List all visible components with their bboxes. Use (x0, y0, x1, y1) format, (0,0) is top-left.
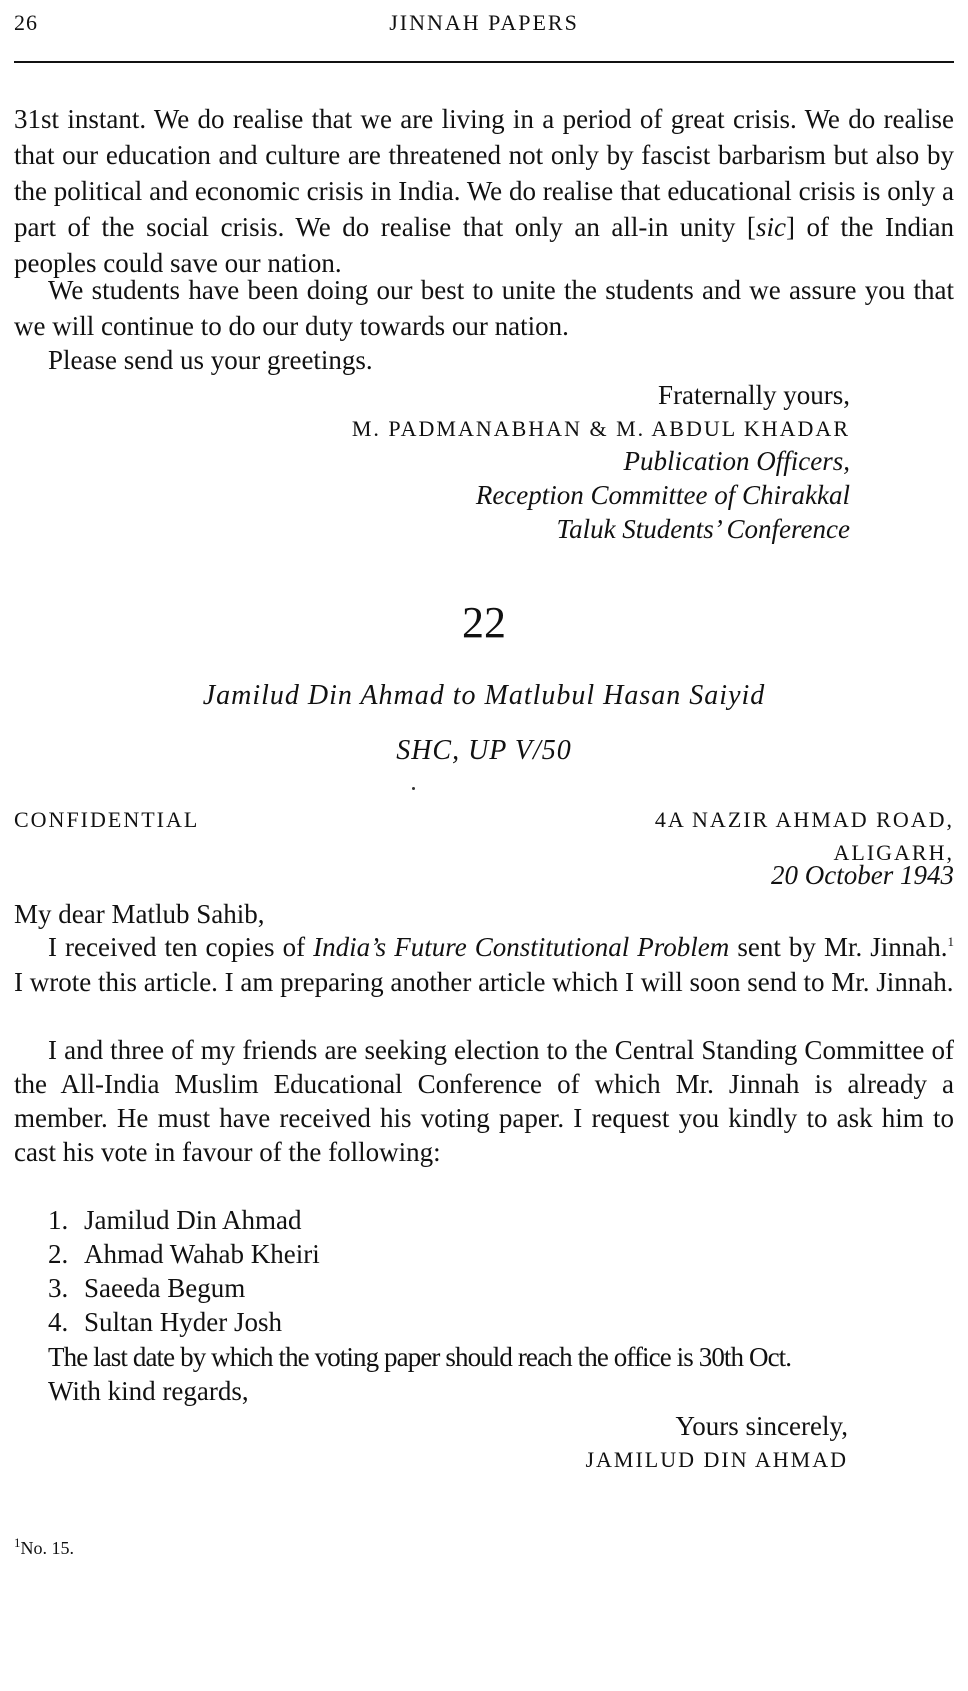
letter22-signature: JAMILUD DIN AHMAD (585, 1447, 848, 1472)
letter21-paragraph-1: 31st instant. We do realise that we are living in a period of great crisis. We do realise that our education and culture are threatened not only by fascist barbarism but also by the political and economic crisis in India. We do realise that educational crisis is only a part of the social crisis. We do realise that only an all-in unity [sic] of the Indian peoples could save our nation. (14, 104, 955, 278)
page-header (14, 10, 954, 40)
letter21-signature-title-1: Publication Officers, (623, 446, 850, 476)
letter21-closing: Fraternally yours, (658, 380, 850, 410)
address-line-2: ALIGARH, (833, 840, 954, 865)
list-item: 2. Ahmad Wahab Kheiri (48, 1239, 320, 1269)
letter21-signatories: M. PADMANABHAN & M. ABDUL KHADAR (351, 416, 850, 441)
letter22-closing: Yours sincerely, (675, 1411, 848, 1441)
letter21-paragraph-3: Please send us your greetings. (48, 345, 373, 375)
letter22-paragraph-2: I and three of my friends are seeking election to the Central Standing Committee of the All-India Muslim Educational Conference of which Mr. Jinnah is already a member. He must have received his voting paper. I request you kindly to ask him to cast his vote in favour of the following: (14, 1035, 954, 1167)
letter22-paragraph-1: I received ten copies of India’s Future Constitutional Problem sent by Mr. Jinnah.$^1$ I wrote this article. I am preparing another article which I will soon send to Mr. Jinnah. (14, 932, 954, 997)
document-title: Jamilud Din Ahmad to Matlubul Hasan Saiyid (202, 680, 766, 711)
letter21-signature-title-3: Taluk Students’ Conference (556, 514, 850, 544)
running-title: JINNAH PAPERS (389, 10, 579, 35)
confidential-label: CONFIDENTIAL (14, 807, 200, 832)
document-source: SHC, UP V/50 (396, 735, 572, 766)
address-line-1: 4A NAZIR AHMAD ROAD, (654, 807, 954, 832)
salutation: My dear Matlub Sahib, (14, 899, 265, 929)
header-rule (14, 61, 954, 63)
letter21-signature-title-2: Reception Committee of Chirakkal (475, 480, 850, 510)
letter22-paragraph-4: With kind regards, (48, 1376, 249, 1406)
page-number: 26 (14, 10, 38, 35)
stray-dot (412, 787, 415, 790)
list-item: 3. Saeeda Begum (48, 1273, 246, 1303)
document-number: 22 (462, 598, 506, 647)
letter22-paragraph-3: The last date by which the voting paper should reach the office is 30th Oct. (48, 1342, 792, 1372)
letter21-paragraph-2: We students have been doing our best to unite the students and we assure you that we will continue to do our duty towards our nation. (14, 275, 954, 341)
letter-date: 20 October 1943 (771, 860, 954, 890)
footnote: $^1$No. 15. (14, 1535, 74, 1558)
list-item: 1. Jamilud Din Ahmad (48, 1205, 302, 1235)
list-item: 4. Sultan Hyder Josh (48, 1307, 282, 1337)
